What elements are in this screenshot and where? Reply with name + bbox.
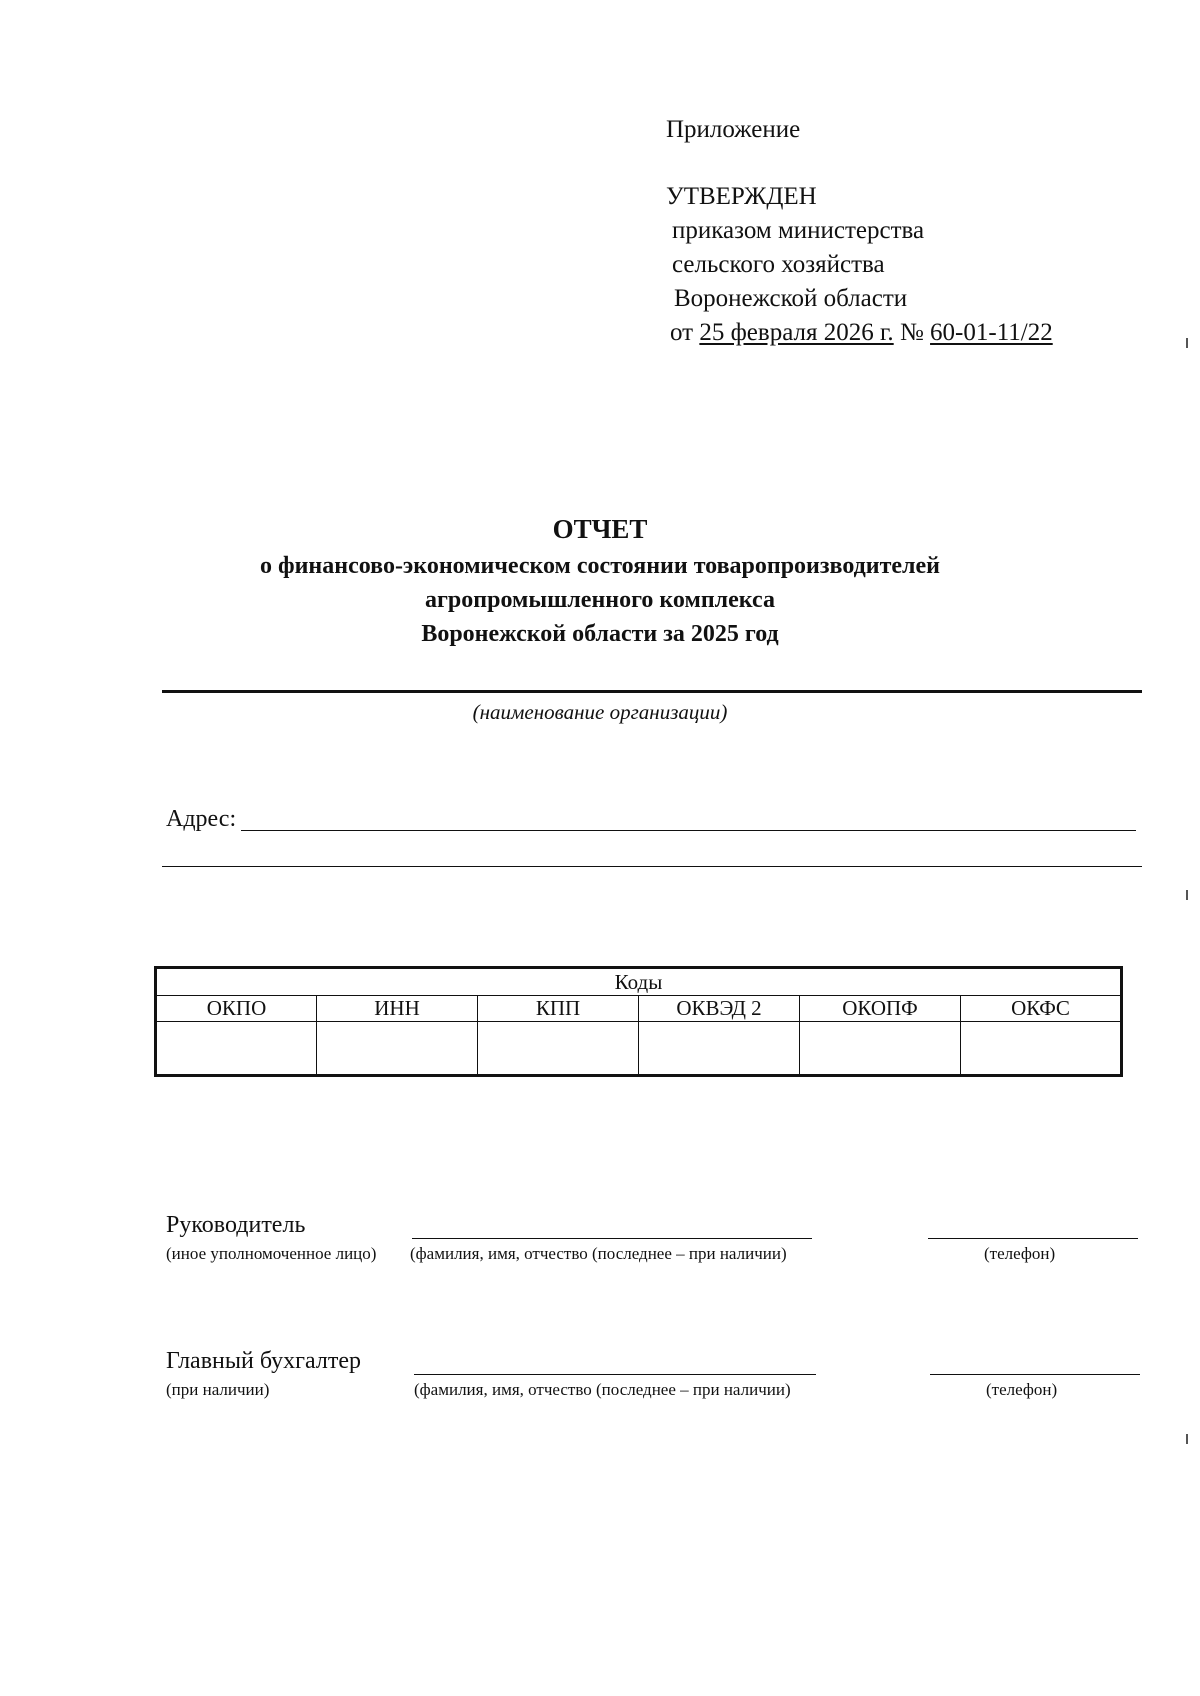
order-number: 60-01-11/22 xyxy=(930,319,1053,346)
approval-line-2: сельского хозяйства xyxy=(672,251,885,278)
code-okopf-cell[interactable] xyxy=(800,1022,961,1076)
accountant-sublabel: (при наличии) xyxy=(166,1380,270,1399)
approval-status: УТВЕРЖДЕН xyxy=(666,183,817,210)
code-okved2-header: ОКВЭД 2 xyxy=(639,996,800,1022)
director-phone-caption: (телефон) xyxy=(984,1244,1056,1263)
code-inn-cell[interactable] xyxy=(317,1022,478,1076)
order-date: 25 февраля 2026 г. xyxy=(699,319,894,346)
appendix-label: Приложение xyxy=(666,116,801,143)
code-kpp-header: КПП xyxy=(478,996,639,1022)
codes-header-row xyxy=(156,968,1122,996)
scan-mark xyxy=(1186,338,1188,348)
approval-line-3: Воронежской области xyxy=(674,285,908,312)
date-prefix: от xyxy=(670,319,694,346)
accountant-phone-caption: (телефон) xyxy=(986,1380,1058,1399)
scan-mark xyxy=(1186,1434,1188,1444)
organization-name-caption: (наименование организации) xyxy=(472,700,728,724)
director-name-field[interactable] xyxy=(412,1238,812,1239)
code-okfs-header: ОКФС xyxy=(961,996,1122,1022)
accountant-name-field[interactable] xyxy=(414,1374,816,1375)
accountant-phone-field[interactable] xyxy=(930,1374,1140,1375)
codes-values-row xyxy=(156,1022,1122,1076)
codes-header: Коды xyxy=(156,968,1122,996)
report-title-block xyxy=(0,514,1200,651)
address-label: Адрес: xyxy=(166,806,237,832)
report-subtitle-line-3: Воронежской области за 2025 год xyxy=(421,621,779,647)
approval-line-1: приказом министерства xyxy=(672,217,925,244)
code-kpp-cell[interactable] xyxy=(478,1022,639,1076)
codes-table xyxy=(154,966,1123,1077)
approval-block xyxy=(666,180,1053,350)
code-okpo-header: ОКПО xyxy=(156,996,317,1022)
address-field-line-2[interactable] xyxy=(162,866,1142,867)
director-label: Руководитель xyxy=(166,1212,306,1238)
code-okved2-cell[interactable] xyxy=(639,1022,800,1076)
director-sublabel: (иное уполномоченное лицо) xyxy=(166,1244,377,1263)
code-okopf-header: ОКОПФ xyxy=(800,996,961,1022)
report-subtitle-line-2: агропромышленного комплекса xyxy=(425,587,775,613)
director-phone-field[interactable] xyxy=(928,1238,1138,1239)
director-name-caption: (фамилия, имя, отчество (последнее – при наличии) xyxy=(410,1244,787,1263)
report-title: ОТЧЕТ xyxy=(552,514,648,544)
address-field-line-1[interactable] xyxy=(241,830,1136,831)
accountant-label: Главный бухгалтер xyxy=(166,1348,361,1374)
code-inn-header: ИНН xyxy=(317,996,478,1022)
codes-names-row xyxy=(156,996,1122,1022)
number-prefix: № xyxy=(899,319,924,346)
scan-mark xyxy=(1186,890,1188,900)
organization-name-field[interactable] xyxy=(162,690,1142,693)
code-okpo-cell[interactable] xyxy=(156,1022,317,1076)
accountant-name-caption: (фамилия, имя, отчество (последнее – при наличии) xyxy=(414,1380,791,1399)
approval-order-line xyxy=(666,316,1053,350)
code-okfs-cell[interactable] xyxy=(961,1022,1122,1076)
report-subtitle-line-1: о финансово-экономическом состоянии товаропроизводителей xyxy=(260,553,940,579)
